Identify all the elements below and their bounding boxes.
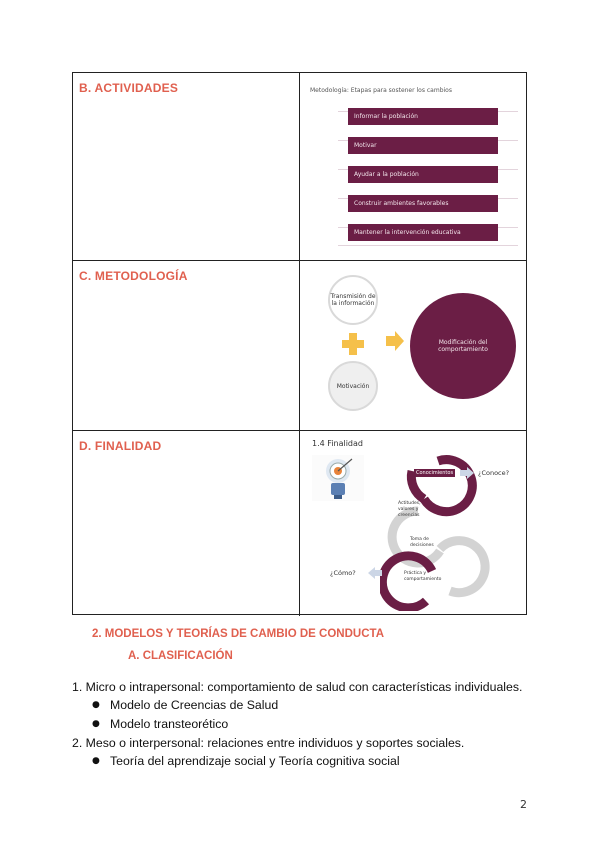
plus-icon <box>342 333 364 355</box>
activity-bar-3: Ayudar a la población <box>348 166 498 183</box>
activity-bar-4: Construir ambientes favorables <box>348 195 498 212</box>
list-item-1: 1. Micro o intrapersonal: comportamiento de salud con características individuales. <box>72 680 523 694</box>
arrow-right-icon <box>460 467 474 479</box>
table-row-actividades <box>73 73 526 261</box>
step-3: Toma de decisiones <box>410 537 434 548</box>
table-row-finalidad <box>73 431 526 616</box>
row-label-finalidad: D. FINALIDAD <box>79 439 162 453</box>
bullet-icon: ● <box>92 719 100 729</box>
q-como: ¿Cómo? <box>330 569 356 577</box>
activity-bar-1: Informar la población <box>348 108 498 125</box>
circle-motivacion: Motivación <box>328 361 378 411</box>
step-2: Actitudes, valores y creencias <box>398 501 421 518</box>
row-label-actividades: B. ACTIVIDADES <box>79 81 179 95</box>
table-row-metodologia <box>73 261 526 431</box>
step-1: Conocimientos <box>416 470 454 476</box>
list-bullet-2-1: Teoría del aprendizaje social y Teoría cognitiva social <box>110 754 400 768</box>
arrow-left-icon <box>368 567 382 579</box>
finalidad-figure <box>300 431 526 616</box>
actividades-caption: Metodología: Etapas para sostener los cambios <box>310 87 452 94</box>
section-subheading: A. CLASIFICACIÓN <box>128 650 233 662</box>
bullet-icon: ● <box>92 756 100 766</box>
row-label-cell <box>73 73 300 260</box>
list-bullet-1-1: Modelo de Creencias de Salud <box>110 698 279 712</box>
activities-table <box>72 72 527 615</box>
step-4: Práctica y comportamiento <box>404 571 442 582</box>
circle-transmision: Transmisión de la información <box>328 275 378 325</box>
finalidad-caption: 1.4 Finalidad <box>312 439 363 448</box>
target-head-icon <box>312 455 364 501</box>
list-bullet-1-2: Modelo transteorético <box>110 717 229 731</box>
section-heading: 2. MODELOS Y TEORÍAS DE CAMBIO DE CONDUCTA <box>92 628 384 640</box>
actividades-figure <box>300 73 526 260</box>
q-conoce: ¿Conoce? <box>478 469 510 477</box>
page-number: 2 <box>520 798 527 811</box>
circle-modificacion: Modificación del comportamiento <box>410 293 516 399</box>
finalidad-cycle-diagram <box>380 441 530 611</box>
row-label-cell <box>73 431 300 616</box>
row-label-cell <box>73 261 300 430</box>
row-label-metodologia: C. METODOLOGÍA <box>79 269 188 283</box>
arrow-right-icon <box>386 331 404 351</box>
list-item-2: 2. Meso o interpersonal: relaciones entre individuos y soportes sociales. <box>72 736 465 750</box>
activity-bar-2: Motivar <box>348 137 498 154</box>
metodologia-figure <box>300 261 526 430</box>
bullet-icon: ● <box>92 700 100 710</box>
activity-bar-5: Mantener la intervención educativa <box>348 224 498 241</box>
